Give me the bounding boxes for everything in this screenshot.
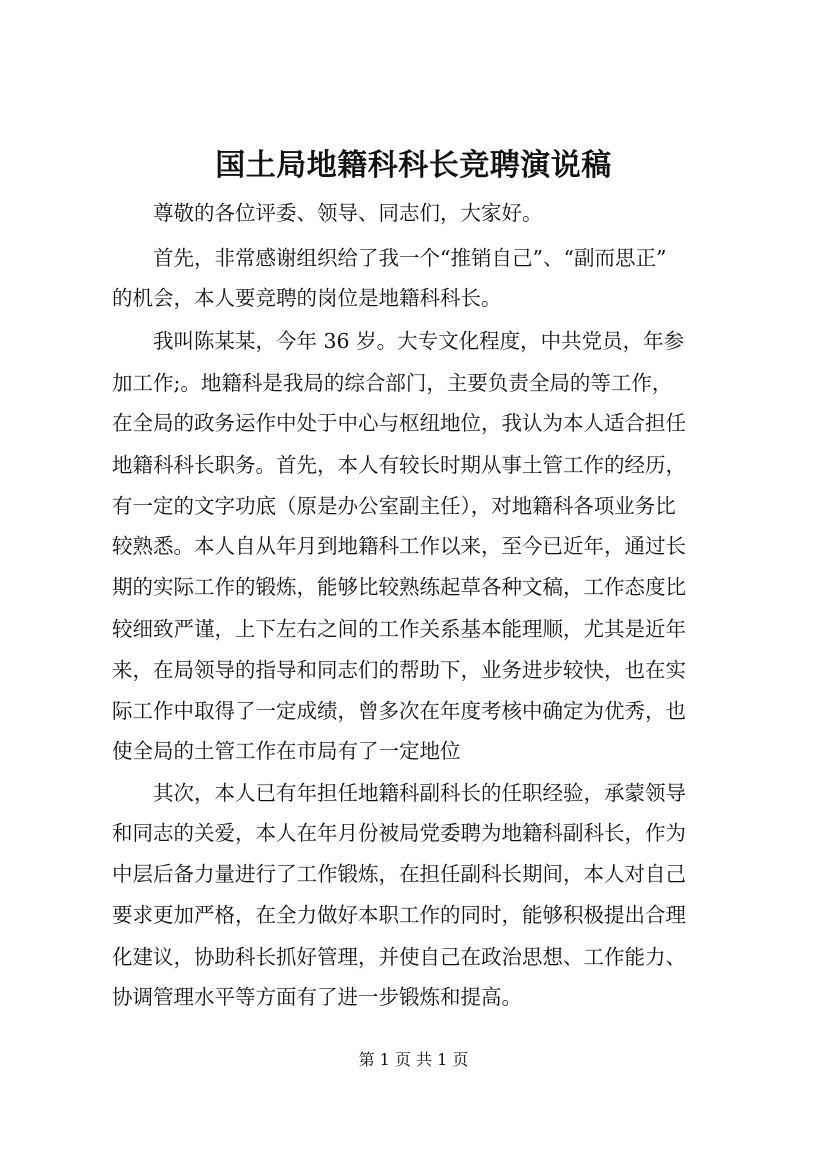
paragraph-line: 中层后备力量进行了工作锻炼，在担任副科长期间，本人对自己 — [112, 862, 686, 886]
paragraph-line: 首先，非常感谢组织给了我一个“推销自己”、“副而思正” — [153, 246, 667, 270]
paragraph-line: 尊敬的各位评委、领导、同志们，大家好。 — [153, 201, 543, 225]
paragraph-line: 加工作;。地籍科是我局的综合部门，主要负责全局的等工作， — [112, 371, 673, 395]
paragraph-line: 地籍科科长职务。首先，本人有较长时期从事土管工作的经历， — [112, 453, 686, 477]
paragraph-line: 的机会，本人要竞聘的岗位是地籍科科长。 — [112, 286, 502, 310]
paragraph-line: 际工作中取得了一定成绩，曾多次在年度考核中确定为优秀，也 — [112, 699, 686, 723]
paragraph-line: 其次，本人已有年担任地籍科副科长的任职经验，承蒙领导 — [153, 781, 686, 805]
paragraph-line: 有一定的文字功底（原是办公室副主任），对地籍科各项业务比 — [112, 494, 676, 518]
paragraph-line: 我叫陈某某，今年 36 岁。大专文化程度，中共党员，年参 — [153, 329, 685, 353]
paragraph-line: 期的实际工作的锻炼，能够比较熟练起草各种文稿，工作态度比 — [112, 575, 686, 599]
paragraph-line: 和同志的关爱，本人在年月份被局党委聘为地籍科副科长，作为 — [112, 821, 686, 845]
paragraph-line: 较细致严谨，上下左右之间的工作关系基本能理顺，尤其是近年 — [112, 617, 686, 641]
paragraph-line: 化建议，协助科长抓好管理，并使自己在政治思想、工作能力、 — [112, 945, 686, 969]
document-title: 国土局地籍科科长竞聘演说稿 — [215, 148, 612, 183]
paragraph-line: 使全局的土管工作在市局有了一定地位 — [112, 739, 461, 763]
page-footer: 第 1 页 共 1 页 — [358, 1050, 469, 1069]
paragraph-line: 在全局的政务运作中处于中心与枢纽地位，我认为本人适合担任 — [112, 411, 686, 435]
paragraph-line: 协调管理水平等方面有了进一步锻炼和提高。 — [112, 985, 522, 1009]
paragraph-line: 较熟悉。本人自从年月到地籍科工作以来，至今已近年，通过长 — [112, 534, 686, 558]
paragraph-line: 要求更加严格，在全力做好本职工作的同时，能够积极提出合理 — [112, 903, 686, 927]
paragraph-line: 来，在局领导的指导和同志们的帮助下，业务进步较快，也在实 — [112, 658, 686, 682]
